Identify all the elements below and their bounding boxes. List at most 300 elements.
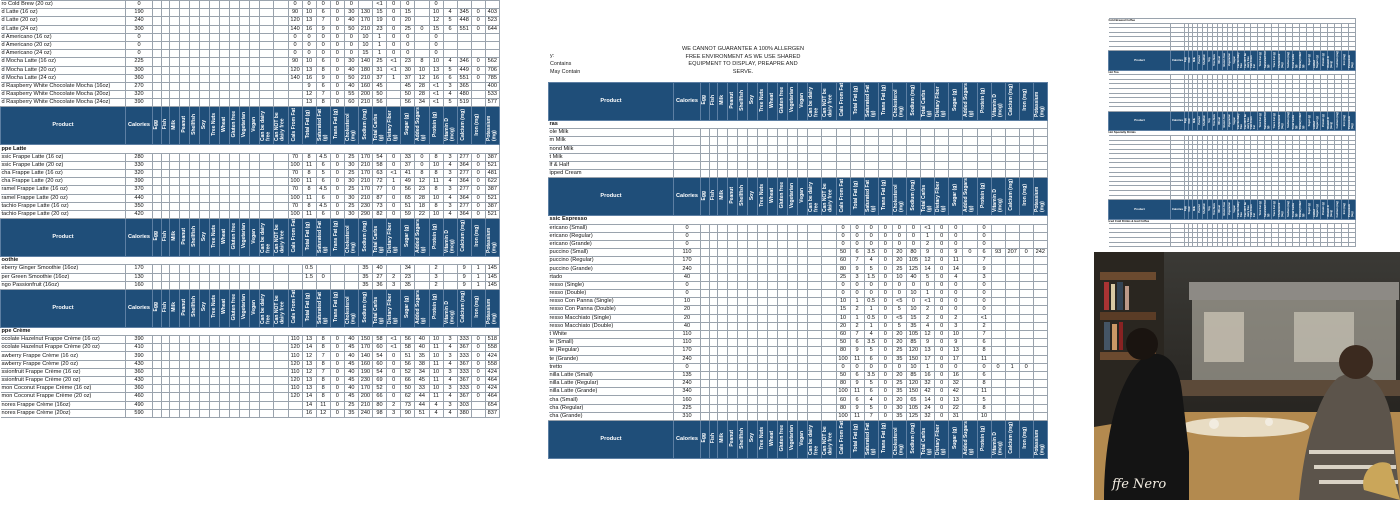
- nutrition-cell: [991, 240, 1005, 248]
- allergen-cell: [728, 363, 738, 371]
- column-header-label: Cals From Fat: [291, 290, 298, 324]
- table-row: [1, 186, 500, 194]
- allergen-cell: [220, 25, 230, 33]
- allergen-cell: [170, 178, 180, 186]
- allergen-cell: [748, 314, 758, 322]
- allergen-cell: [778, 298, 788, 306]
- nutrition-cell: 10: [429, 9, 443, 17]
- allergen-cell: [220, 377, 230, 385]
- allergen-cell: [161, 385, 170, 393]
- nutrition-cell: 110: [288, 368, 302, 376]
- column-header-label: Vitamin D (mcg): [443, 230, 456, 254]
- allergen-cell: [190, 186, 200, 194]
- table-row: [1, 393, 500, 401]
- nutrition-cell: [836, 137, 850, 145]
- allergen-cell: [758, 170, 768, 178]
- allergen-cell: [798, 153, 808, 161]
- allergen-cell: [180, 17, 190, 25]
- nutrition-cell: 140: [358, 58, 372, 66]
- nutrition-cell: 9: [949, 249, 963, 257]
- allergen-cell: [718, 290, 728, 298]
- nutrition-cell: 0: [935, 339, 949, 347]
- allergen-cell: [768, 290, 778, 298]
- nutrition-cell: 8: [429, 170, 443, 178]
- allergen-cell: [153, 41, 162, 49]
- allergen-cell: [200, 377, 210, 385]
- allergen-cell: [274, 385, 288, 393]
- nutrition-cell: 558: [485, 360, 499, 368]
- nutrition-cell: [1293, 242, 1300, 247]
- nutrition-cell: 77: [372, 186, 386, 194]
- allergen-cell: [728, 396, 738, 404]
- nutrition-cell: [991, 290, 1005, 298]
- column-header-label: Protein (g): [432, 294, 439, 320]
- nutrition-cell: 40: [344, 352, 358, 360]
- nutrition-cell: 0: [878, 322, 892, 330]
- allergen-cell: [153, 74, 162, 82]
- allergen-cell: [748, 281, 758, 289]
- column-header-label: Vegetarian: [1227, 113, 1231, 127]
- nutrition-cell: 5: [864, 347, 878, 355]
- nutrition-cell: 521: [485, 194, 499, 202]
- column-header-label: Wheat: [1217, 116, 1221, 125]
- product-name: te (Regular): [549, 347, 674, 355]
- nutrition-cell: 9: [302, 82, 316, 90]
- column-header-label: Can NOT be dairy free: [822, 88, 834, 117]
- allergen-cell: [190, 385, 200, 393]
- allergen-cell: [230, 99, 240, 107]
- column-header-label: Added Sugars (g): [1313, 204, 1320, 218]
- allergen-cell: [240, 50, 250, 58]
- column-header: Calories: [674, 83, 701, 121]
- nutrition-cell: 5: [864, 380, 878, 388]
- nutrition-cell: 0: [935, 330, 949, 338]
- nutrition-cell: 15: [372, 9, 386, 17]
- nutrition-cell: 1: [1005, 363, 1019, 371]
- allergen-cell: [210, 91, 220, 99]
- allergen-cell: [701, 281, 710, 289]
- column-header: [240, 107, 250, 145]
- nutrition-cell: 66: [401, 377, 415, 385]
- allergen-cell: [250, 50, 260, 58]
- allergen-cell: [778, 232, 788, 240]
- product-header: Product: [549, 83, 674, 121]
- allergen-cell: [274, 273, 288, 281]
- column-header-label: Saturated Fat (g): [316, 109, 329, 142]
- allergen-cell: [718, 339, 728, 347]
- allergen-cell: [180, 82, 190, 90]
- allergen-cell: [768, 257, 778, 265]
- nutrition-cell: [1033, 265, 1047, 273]
- allergen-cell: [260, 385, 274, 393]
- nutrition-cell: 22: [415, 210, 429, 218]
- allergen-cell: [153, 210, 162, 218]
- allergen-cell: [798, 170, 808, 178]
- nutrition-cell: 10: [949, 330, 963, 338]
- column-header: [963, 178, 977, 216]
- allergen-cell: [180, 1, 190, 9]
- product-name: mon Coconut Frappe Crème (16 oz): [1, 385, 126, 393]
- column-header-label: Total Fat (g): [1258, 201, 1262, 217]
- allergen-cell: [210, 25, 220, 33]
- nutrition-cell: 0.5: [864, 298, 878, 306]
- nutrition-cell: [1328, 242, 1335, 247]
- allergen-cell: [220, 161, 230, 169]
- nutrition-cell: 45: [344, 377, 358, 385]
- column-header-label: Peanut: [180, 227, 187, 245]
- nutrition-cell: 0: [892, 232, 906, 240]
- allergen-cell: [153, 9, 162, 17]
- allergen-cell: [808, 161, 822, 169]
- nutrition-cell: 8: [316, 66, 330, 74]
- column-header: [920, 178, 934, 216]
- nutrition-cell: 145: [485, 281, 499, 289]
- nutrition-cell: 52: [401, 368, 415, 376]
- allergen-cell: [274, 25, 288, 33]
- nutrition-cell: 13: [302, 360, 316, 368]
- allergen-cell: [701, 314, 710, 322]
- nutrition-cell: 210: [358, 161, 372, 169]
- nutrition-cell: 32: [920, 412, 934, 420]
- nutrition-cell: 70: [288, 186, 302, 194]
- nutrition-cell: 3.5: [864, 339, 878, 347]
- nutrition-cell: 9: [850, 265, 864, 273]
- allergen-cell: [738, 412, 748, 420]
- allergen-cell: [260, 336, 274, 344]
- nutrition-cell: [836, 170, 850, 178]
- allergen-cell: [718, 249, 728, 257]
- allergen-cell: [210, 186, 220, 194]
- column-header-label: Vegetarian: [1227, 53, 1231, 67]
- allergen-cell: [220, 401, 230, 409]
- allergen-cell: [709, 322, 718, 330]
- allergen-cell: [728, 249, 738, 257]
- nutrition-cell: 1: [471, 273, 485, 281]
- column-header: [1349, 111, 1356, 130]
- allergen-cell: [768, 129, 778, 137]
- column-header-label: Vegetarian: [240, 294, 247, 320]
- allergen-cell: [170, 91, 180, 99]
- nutrition-cell: 42: [920, 388, 934, 396]
- product-name: ipped Cream: [549, 170, 674, 178]
- nutrition-cell: 0: [850, 232, 864, 240]
- column-header-label: Protein (g): [1321, 202, 1325, 216]
- allergen-cell: [758, 273, 768, 281]
- allergen-cell: [758, 265, 768, 273]
- nutrition-cell: [443, 265, 457, 273]
- allergen-cell: [170, 66, 180, 74]
- allergen-cell: [718, 265, 728, 273]
- allergen-cell: [728, 265, 738, 273]
- nutrition-cell: [1005, 371, 1019, 379]
- nutrition-cell: 518: [485, 336, 499, 344]
- allergen-cell: [728, 412, 738, 420]
- nutrition-cell: 11: [977, 355, 991, 363]
- nutrition-cell: 2: [850, 322, 864, 330]
- nutrition-cell: 36: [372, 281, 386, 289]
- nutrition-cell: 50: [344, 74, 358, 82]
- nutrition-cell: [415, 265, 429, 273]
- nutrition-cell: 8: [316, 385, 330, 393]
- column-header: [200, 289, 210, 327]
- nutrition-cell: 0: [878, 347, 892, 355]
- column-header-label: Vitamin D (mcg): [1327, 205, 1334, 218]
- allergen-cell: [768, 281, 778, 289]
- allergen-cell: [161, 82, 170, 90]
- nutrition-cell: 242: [1033, 249, 1047, 257]
- allergen-cell: [748, 298, 758, 306]
- product-name: d Raspberry White Chocolate Mocha (20oz): [1, 91, 126, 99]
- allergen-cell: [798, 240, 808, 248]
- allergen-cell: [274, 265, 288, 273]
- column-header: [949, 421, 963, 459]
- allergen-cell: [709, 339, 718, 347]
- nutrition-cell: 333: [457, 352, 471, 360]
- allergen-cell: [778, 137, 788, 145]
- column-header: [949, 178, 963, 216]
- column-header: [892, 178, 906, 216]
- nutrition-cell: 0: [864, 281, 878, 289]
- allergen-cell: [240, 336, 250, 344]
- nutrition-cell: 8: [977, 404, 991, 412]
- allergen-cell: [274, 393, 288, 401]
- nutrition-cell: 1: [850, 314, 864, 322]
- allergen-cell: [260, 9, 274, 17]
- nutrition-cell: 160: [358, 360, 372, 368]
- allergen-cell: [210, 58, 220, 66]
- allergen-cell: [778, 224, 788, 232]
- column-header: [728, 178, 738, 216]
- nutrition-cell: 98: [372, 409, 386, 417]
- nutrition-cell: 6: [316, 161, 330, 169]
- nutrition-cell: 4: [443, 344, 457, 352]
- allergen-cell: [170, 336, 180, 344]
- allergen-cell: [768, 314, 778, 322]
- nutrition-cell: 0.5: [302, 265, 316, 273]
- allergen-cell: [260, 377, 274, 385]
- allergen-cell: [250, 41, 260, 49]
- nutrition-cell: [991, 355, 1005, 363]
- allergen-cell: [260, 25, 274, 33]
- allergen-cell: [230, 178, 240, 186]
- column-header-label: Potassium (mg): [1033, 187, 1046, 213]
- allergen-cell: [170, 409, 180, 417]
- column-header-label: Peanut: [1197, 55, 1201, 64]
- column-header: [170, 219, 180, 257]
- nutrition-cell: 3: [443, 82, 457, 90]
- column-header-label: Egg: [1184, 57, 1188, 63]
- allergen-cell: [180, 161, 190, 169]
- allergen-cell: [170, 186, 180, 194]
- nutrition-cell: 10: [892, 273, 906, 281]
- allergen-cell: [220, 99, 230, 107]
- nutrition-cell: 0: [878, 257, 892, 265]
- nutrition-cell: 0: [935, 281, 949, 289]
- column-header-label: Egg: [1184, 117, 1188, 123]
- allergen-cell: [768, 137, 778, 145]
- nutrition-cell: 16: [429, 74, 443, 82]
- allergen-cell: [230, 401, 240, 409]
- allergen-cell: [738, 371, 748, 379]
- column-header-label: Gluten free: [1222, 201, 1226, 216]
- nutrition-cell: [387, 82, 401, 90]
- column-header: [836, 178, 850, 216]
- allergen-cell: [788, 298, 798, 306]
- nutrition-cell: 140: [288, 25, 302, 33]
- nutrition-cell: [892, 170, 906, 178]
- nutrition-cell: [991, 281, 1005, 289]
- column-header-label: Can be dairy free: [808, 182, 820, 213]
- nutrition-cell: 55: [344, 91, 358, 99]
- nutrition-cell: 10: [415, 66, 429, 74]
- allergen-cell: [788, 265, 798, 273]
- column-header-label: Milk: [1192, 206, 1196, 212]
- column-header: [200, 107, 210, 145]
- nutrition-cell: 1: [920, 363, 934, 371]
- allergen-cell: [758, 404, 768, 412]
- allergen-cell: [778, 404, 788, 412]
- nutrition-cell: [892, 153, 906, 161]
- nutrition-cell: [991, 404, 1005, 412]
- allergen-cell: [274, 170, 288, 178]
- nutrition-cell: 0: [330, 202, 344, 210]
- nutrition-cell: [878, 145, 892, 153]
- nutrition-cell: 28: [415, 91, 429, 99]
- nutrition-cell: 1: [372, 33, 386, 41]
- nutrition-cell: 11: [302, 178, 316, 186]
- nutrition-cell: [316, 281, 330, 289]
- product-name: resso (Double): [549, 290, 674, 298]
- allergen-cell: [1244, 242, 1251, 247]
- nutrition-cell: 105: [906, 404, 920, 412]
- nutrition-cell: [1019, 137, 1033, 145]
- nutrition-cell: 110: [288, 352, 302, 360]
- allergen-cell: [768, 161, 778, 169]
- product-header: Product: [1, 219, 126, 257]
- allergen-cell: [190, 25, 200, 33]
- column-header-label: Vegetarian: [788, 425, 795, 451]
- product-name: m Milk: [549, 137, 674, 145]
- nutrition-cell: [1019, 153, 1033, 161]
- allergen-cell: [180, 41, 190, 49]
- table-row: [549, 314, 1048, 322]
- allergen-cell: [230, 9, 240, 17]
- nutrition-cell: 521: [485, 210, 499, 218]
- calories-cell: [674, 129, 701, 137]
- column-header: [768, 178, 778, 216]
- column-header: [344, 289, 358, 327]
- allergen-cell: [709, 388, 718, 396]
- allergen-cell: [822, 388, 836, 396]
- allergen-cell: [718, 306, 728, 314]
- nutrition-cell: 9: [850, 380, 864, 388]
- nutrition-cell: 2: [387, 273, 401, 281]
- allergen-cell: [822, 273, 836, 281]
- allergen-cell: [728, 314, 738, 322]
- allergen-cell: [709, 137, 718, 145]
- nutrition-cell: 0: [471, 25, 485, 33]
- product-header: Product: [549, 421, 674, 459]
- column-header: [415, 107, 429, 145]
- calories-cell: 240: [674, 380, 701, 388]
- nutrition-cell: 449: [457, 66, 471, 74]
- nutrition-cell: 0: [330, 50, 344, 58]
- allergen-cell: [709, 347, 718, 355]
- calories-cell: 225: [674, 404, 701, 412]
- column-header: [920, 83, 934, 121]
- column-header-label: Fish: [161, 301, 168, 313]
- column-header: [190, 219, 200, 257]
- calories-cell: 170: [126, 265, 153, 273]
- nutrition-cell: [1005, 322, 1019, 330]
- allergen-cell: [220, 385, 230, 393]
- allergen-cell: [709, 257, 718, 265]
- column-header-label: Dietary Fiber (g): [387, 110, 399, 142]
- table-row: [1, 33, 500, 41]
- nutrition-cell: 3: [443, 202, 457, 210]
- allergen-cell: [808, 371, 822, 379]
- header-row: [1, 289, 500, 327]
- allergen-cell: [778, 273, 788, 281]
- allergen-cell: [170, 25, 180, 33]
- column-header: [991, 83, 1005, 121]
- allergen-cell: [220, 74, 230, 82]
- allergen-cell: [748, 232, 758, 240]
- allergen-cell: [230, 161, 240, 169]
- column-header: [991, 421, 1005, 459]
- column-header: [250, 289, 260, 327]
- table-row: [549, 161, 1048, 169]
- nutrition-cell: [963, 281, 977, 289]
- column-header: [220, 107, 230, 145]
- nutrition-cell: 40: [372, 265, 386, 273]
- nutrition-cell: 0: [906, 298, 920, 306]
- product-name: cha (Regular): [549, 404, 674, 412]
- nutrition-cell: 0: [878, 290, 892, 298]
- allergen-cell: [180, 265, 190, 273]
- column-header-label: Protein (g): [432, 223, 439, 249]
- allergen-cell: [738, 170, 748, 178]
- allergen-cell: [230, 50, 240, 58]
- allergen-cell: [822, 281, 836, 289]
- calories-cell: 430: [126, 377, 153, 385]
- allergen-cell: [822, 322, 836, 330]
- allergen-cell: [274, 401, 288, 409]
- allergen-cell: [738, 298, 748, 306]
- nutrition-cell: 105: [906, 257, 920, 265]
- allergen-cell: [788, 396, 798, 404]
- nutrition-cell: [1321, 242, 1328, 247]
- allergen-cell: [190, 66, 200, 74]
- nutrition-cell: 8: [302, 186, 316, 194]
- allergen-cell: [768, 347, 778, 355]
- nutrition-cell: 6: [443, 74, 457, 82]
- column-header-label: Sodium (mg): [909, 422, 916, 454]
- allergen-cell: [260, 1, 274, 9]
- table-row: [1, 58, 500, 66]
- allergen-cell: [240, 265, 250, 273]
- allergen-cell: [788, 412, 798, 420]
- allergen-cell: [220, 265, 230, 273]
- column-header-label: Saturated Fat (g): [316, 221, 329, 254]
- column-header-label: Trans Fat (g): [1272, 51, 1276, 68]
- nutrition-table: [548, 82, 1048, 459]
- allergen-cell: [210, 265, 220, 273]
- nutrition-cell: 9: [977, 265, 991, 273]
- allergen-cell: [161, 352, 170, 360]
- column-header-label: Dietary Fiber (g): [935, 424, 947, 455]
- nutrition-cell: 0: [330, 368, 344, 376]
